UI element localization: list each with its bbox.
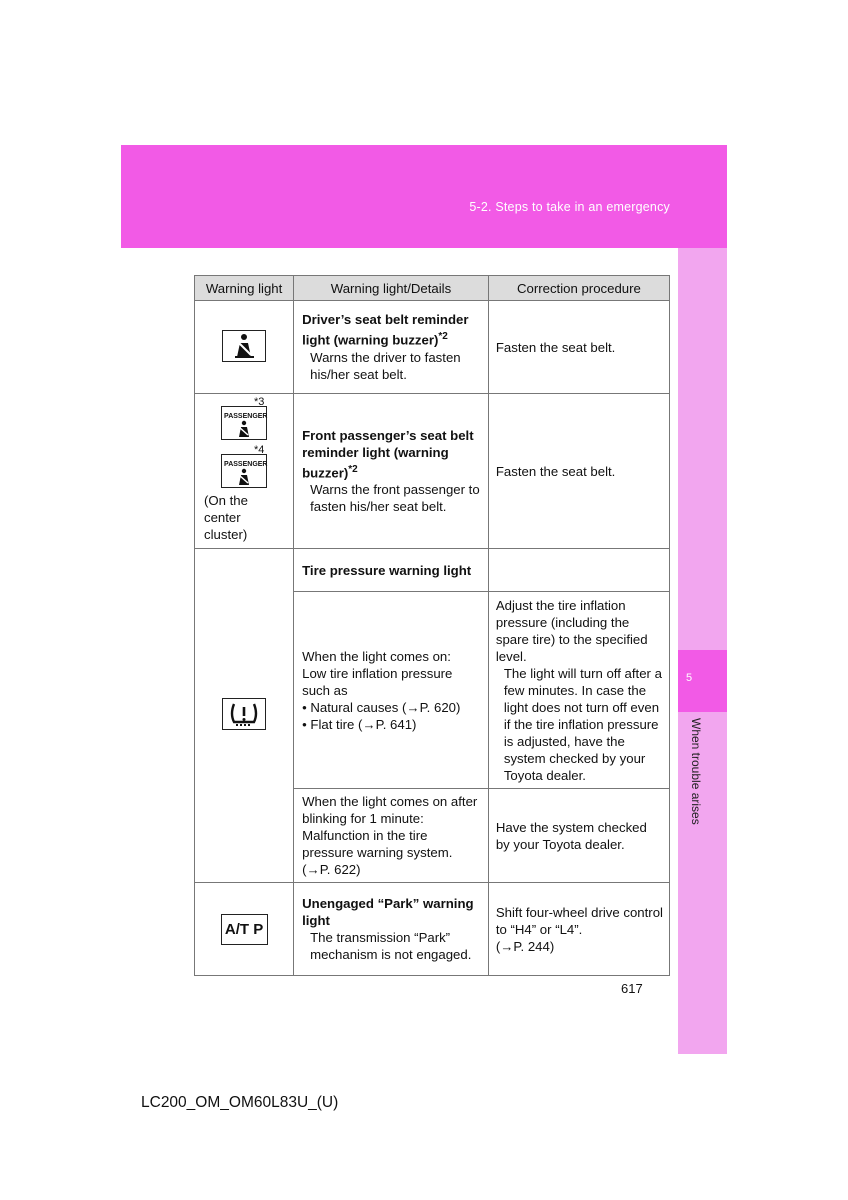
page-number: 617 (621, 981, 643, 996)
icon-cell (195, 883, 294, 976)
correction-cell: Fasten the seat belt. (488, 394, 669, 549)
details-cell: When the light comes on: Low tire inflation pressure such as • Natural causes (→P. 620) • Flat tire (→P. 641) (294, 592, 489, 789)
col-header-correction: Correction procedure (488, 276, 669, 301)
icon-cell (195, 301, 294, 394)
col-header-warning-light: Warning light (195, 276, 294, 301)
note-ref-3: *3 (254, 396, 265, 408)
icon-cell (195, 549, 294, 883)
table-row (195, 394, 670, 549)
correction-cell: Fasten the seat belt. (488, 301, 669, 394)
note-ref: *2 (438, 331, 448, 343)
icon-cell (195, 394, 294, 549)
tire-pressure-icon (222, 698, 266, 730)
chapter-title: When trouble arises (689, 718, 703, 825)
section-title: 5-2. Steps to take in an emergency (469, 200, 670, 214)
row-title: Tire pressure warning light (294, 549, 489, 592)
note-ref: *2 (348, 463, 358, 475)
passenger-seatbelt-icon: PASSENGER (221, 454, 267, 488)
table-row (195, 301, 670, 394)
row-details: Warns the front passenger to fasten his/her seat belt. (310, 482, 480, 515)
details-cell (294, 883, 489, 976)
location-note: (On the center cluster) (204, 493, 248, 542)
header-band (121, 145, 727, 248)
details-cell (294, 301, 489, 394)
row-details: Warns the driver to fasten his/her seat belt. (310, 349, 461, 382)
note-ref-4: *4 (254, 444, 265, 456)
chapter-number: 5 (686, 672, 693, 684)
correction-cell: Shift four-wheel drive control to “H4” or “L4”. (→P. 244) (488, 883, 669, 976)
passenger-seatbelt-icon: PASSENGER (221, 406, 267, 440)
row-title: Unengaged “Park” warning light (302, 896, 474, 928)
footer-code: LC200_OM_OM60L83U_(U) (141, 1094, 339, 1111)
warning-light-table (194, 275, 670, 976)
seatbelt-icon (222, 330, 266, 362)
row-title: Driver’s seat belt reminder light (warning buzzer) (302, 312, 469, 348)
table-row (195, 883, 670, 976)
table-header-row (195, 276, 670, 301)
at-p-icon: A/T P (221, 914, 268, 945)
table-row (195, 549, 670, 592)
correction-cell (488, 549, 669, 592)
correction-cell: Adjust the tire inflation pressure (including the spare tire) to the specified level. The light will turn off after a few minutes. In case the light does not turn off even if the tire inflation pressure is adjusted, have the system checked by your Toyota dealer. (488, 592, 669, 789)
details-cell (294, 394, 489, 549)
row-title: Front passenger’s seat belt reminder light (warning buzzer) (302, 427, 474, 481)
details-cell: When the light comes on after blinking for 1 minute: Malfunction in the tire pressure warning system. (→P. 622) (294, 789, 489, 883)
col-header-details: Warning light/Details (294, 276, 489, 301)
correction-cell: Have the system checked by your Toyota dealer. (488, 789, 669, 883)
row-details: The transmission “Park” mechanism is not engaged. (310, 930, 472, 962)
